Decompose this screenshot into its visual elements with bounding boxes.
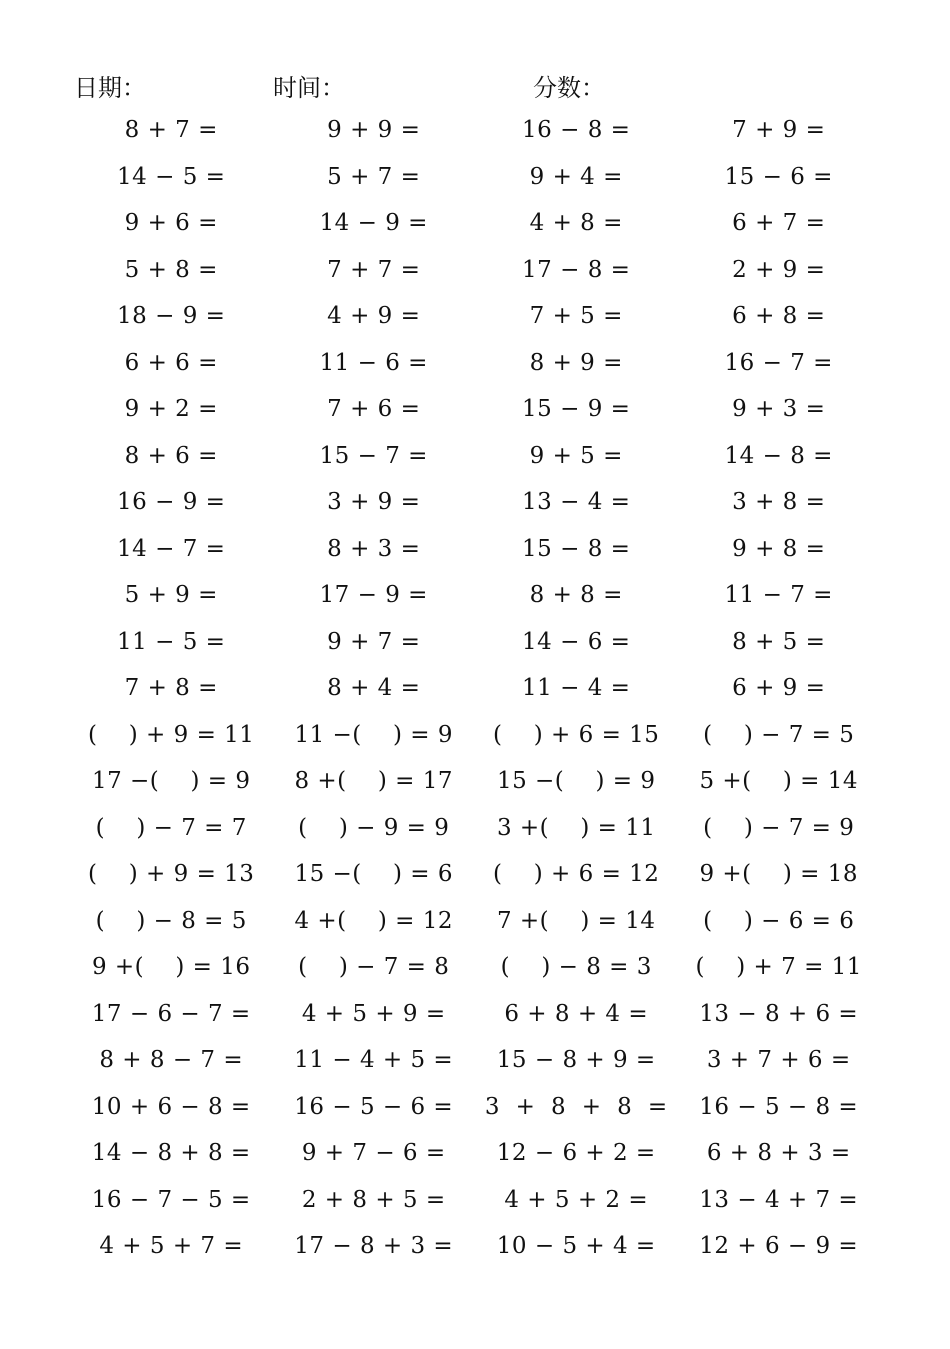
- problem-row: [70, 200, 880, 247]
- problem-row: [70, 1084, 880, 1131]
- problem-row: [70, 340, 880, 387]
- math-problem: 9 +( ) = 16: [91, 954, 251, 981]
- problem-row: [70, 572, 880, 619]
- math-problem: 13 − 8 + 6 =: [699, 1000, 859, 1027]
- math-problem: 4 + 9 =: [327, 303, 421, 330]
- date-label: 日期：: [74, 74, 146, 102]
- math-problem: 4 +( ) = 12: [294, 907, 454, 934]
- math-problem: ( ) + 6 = 15: [493, 721, 660, 748]
- math-problem: 3 + 8 =: [732, 489, 826, 516]
- math-problem: 7 + 6 =: [327, 396, 421, 423]
- math-problem: 7 + 9 =: [732, 117, 826, 144]
- math-problem: 11 − 5 =: [117, 628, 226, 655]
- math-problem: 17 − 8 + 3 =: [294, 1233, 454, 1260]
- math-problem: 8 + 7 =: [124, 117, 218, 144]
- math-problem: 11 −( ) = 9: [294, 721, 454, 748]
- math-problem: ( ) − 8 = 5: [95, 907, 247, 934]
- math-problem: ( ) + 7 = 11: [695, 954, 862, 981]
- math-problem: 14 − 8 + 8 =: [91, 1140, 251, 1167]
- math-problem: 12 − 6 + 2 =: [496, 1140, 656, 1167]
- math-problem: 3 +( ) = 11: [496, 814, 656, 841]
- math-problem: 16 − 5 − 6 =: [294, 1093, 454, 1120]
- math-problem: 9 + 8 =: [732, 535, 826, 562]
- math-problem: 15 − 7 =: [319, 442, 428, 469]
- math-problem: 8 + 8 − 7 =: [99, 1047, 244, 1074]
- math-problem: 5 +( ) = 14: [699, 768, 859, 795]
- math-problem: 11 − 7 =: [724, 582, 833, 609]
- worksheet-header: [0, 68, 950, 108]
- math-problem: 9 + 9 =: [327, 117, 421, 144]
- math-problem: 14 − 6 =: [522, 628, 631, 655]
- math-problem: 4 + 5 + 9 =: [301, 1000, 446, 1027]
- math-problem: 8 +( ) = 17: [294, 768, 454, 795]
- math-problem: 13 − 4 =: [522, 489, 631, 516]
- math-problem: 9 + 6 =: [124, 210, 218, 237]
- math-problem: ( ) + 9 = 11: [88, 721, 255, 748]
- math-problem: 16 − 8 =: [522, 117, 631, 144]
- math-problem: 10 + 6 − 8 =: [91, 1093, 251, 1120]
- time-label: 时间：: [273, 74, 345, 102]
- problem-row: [70, 154, 880, 201]
- math-problem: 17 − 6 − 7 =: [91, 1000, 251, 1027]
- problem-row: [70, 479, 880, 526]
- math-problem: ( ) + 9 = 13: [88, 861, 255, 888]
- math-problem: 15 −( ) = 9: [496, 768, 656, 795]
- math-problem: 18 − 9 =: [117, 303, 226, 330]
- math-problem: 4 + 5 + 7 =: [99, 1233, 244, 1260]
- math-problem: 8 + 8 =: [529, 582, 623, 609]
- math-problem: ( ) − 7 = 9: [703, 814, 855, 841]
- math-problem: 9 + 2 =: [124, 396, 218, 423]
- score-label: 分数：: [533, 74, 605, 102]
- math-problem: 8 + 3 =: [327, 535, 421, 562]
- math-problem: 3 + 9 =: [327, 489, 421, 516]
- math-problem: 8 + 9 =: [529, 349, 623, 376]
- problem-row: [70, 805, 880, 852]
- math-problem: ( ) − 9 = 9: [298, 814, 450, 841]
- problem-row: [70, 1037, 880, 1084]
- math-problem: 5 + 8 =: [124, 256, 218, 283]
- math-problem: 14 − 5 =: [117, 163, 226, 190]
- math-problem: 9 + 7 − 6 =: [301, 1140, 446, 1167]
- math-problem: 16 − 5 − 8 =: [699, 1093, 859, 1120]
- math-problem: 6 + 8 + 4 =: [504, 1000, 649, 1027]
- math-problem: 8 + 5 =: [732, 628, 826, 655]
- math-problem: 12 + 6 − 9 =: [699, 1233, 859, 1260]
- math-problem: 6 + 6 =: [124, 349, 218, 376]
- math-problem: 7 +( ) = 14: [496, 907, 656, 934]
- math-problem: 14 − 7 =: [117, 535, 226, 562]
- problem-row: [70, 526, 880, 573]
- math-problem: 4 + 5 + 2 =: [504, 1186, 649, 1213]
- math-problem: 17 − 9 =: [319, 582, 428, 609]
- math-problem: 15 − 6 =: [724, 163, 833, 190]
- math-problem: 9 +( ) = 18: [699, 861, 859, 888]
- math-problem: 14 − 9 =: [319, 210, 428, 237]
- math-problem: 15 − 9 =: [522, 396, 631, 423]
- math-problem: 3 + 7 + 6 =: [706, 1047, 851, 1074]
- math-problem: 16 − 7 − 5 =: [91, 1186, 251, 1213]
- math-problem: ( ) + 6 = 12: [493, 861, 660, 888]
- math-problem: ( ) − 7 = 5: [703, 721, 855, 748]
- math-problem: 9 + 7 =: [327, 628, 421, 655]
- problem-row: [70, 247, 880, 294]
- problem-row: [70, 851, 880, 898]
- math-problem: 11 − 6 =: [319, 349, 428, 376]
- math-problem: 17 −( ) = 9: [91, 768, 251, 795]
- problem-grid: [70, 107, 880, 1270]
- problem-row: [70, 991, 880, 1038]
- math-problem: 16 − 7 =: [724, 349, 833, 376]
- math-problem: ( ) − 7 = 7: [95, 814, 247, 841]
- math-problem: 8 + 4 =: [327, 675, 421, 702]
- math-problem: 17 − 8 =: [522, 256, 631, 283]
- problem-row: [70, 1177, 880, 1224]
- math-problem: 6 + 8 + 3 =: [706, 1140, 851, 1167]
- math-problem: 13 − 4 + 7 =: [699, 1186, 859, 1213]
- math-problem: 10 − 5 + 4 =: [496, 1233, 656, 1260]
- problem-row: [70, 1130, 880, 1177]
- math-problem: 7 + 5 =: [529, 303, 623, 330]
- problem-row: [70, 619, 880, 666]
- math-problem: 9 + 4 =: [529, 163, 623, 190]
- math-problem: 11 − 4 + 5 =: [294, 1047, 454, 1074]
- math-problem: 3 + 8 + 8 =: [484, 1093, 668, 1120]
- math-problem: 11 − 4 =: [522, 675, 631, 702]
- problem-row: [70, 712, 880, 759]
- problem-row: [70, 944, 880, 991]
- math-problem: 15 − 8 =: [522, 535, 631, 562]
- math-problem: 7 + 7 =: [327, 256, 421, 283]
- math-problem: ( ) − 8 = 3: [500, 954, 652, 981]
- problem-row: [70, 1223, 880, 1270]
- math-problem: 6 + 9 =: [732, 675, 826, 702]
- math-problem: 15 −( ) = 6: [294, 861, 454, 888]
- math-problem: 6 + 7 =: [732, 210, 826, 237]
- math-problem: 2 + 9 =: [732, 256, 826, 283]
- problem-row: [70, 433, 880, 480]
- math-problem: 2 + 8 + 5 =: [301, 1186, 446, 1213]
- problem-row: [70, 293, 880, 340]
- math-problem: 16 − 9 =: [117, 489, 226, 516]
- math-problem: 14 − 8 =: [724, 442, 833, 469]
- math-problem: 5 + 9 =: [124, 582, 218, 609]
- math-problem: 5 + 7 =: [327, 163, 421, 190]
- problem-row: [70, 758, 880, 805]
- math-problem: 8 + 6 =: [124, 442, 218, 469]
- math-problem: ( ) − 7 = 8: [298, 954, 450, 981]
- math-problem: 9 + 5 =: [529, 442, 623, 469]
- math-problem: 4 + 8 =: [529, 210, 623, 237]
- math-problem: ( ) − 6 = 6: [703, 907, 855, 934]
- math-problem: 15 − 8 + 9 =: [496, 1047, 656, 1074]
- math-problem: 9 + 3 =: [732, 396, 826, 423]
- problem-row: [70, 386, 880, 433]
- problem-row: [70, 665, 880, 712]
- problem-row: [70, 107, 880, 154]
- problem-row: [70, 898, 880, 945]
- math-problem: 6 + 8 =: [732, 303, 826, 330]
- math-problem: 7 + 8 =: [124, 675, 218, 702]
